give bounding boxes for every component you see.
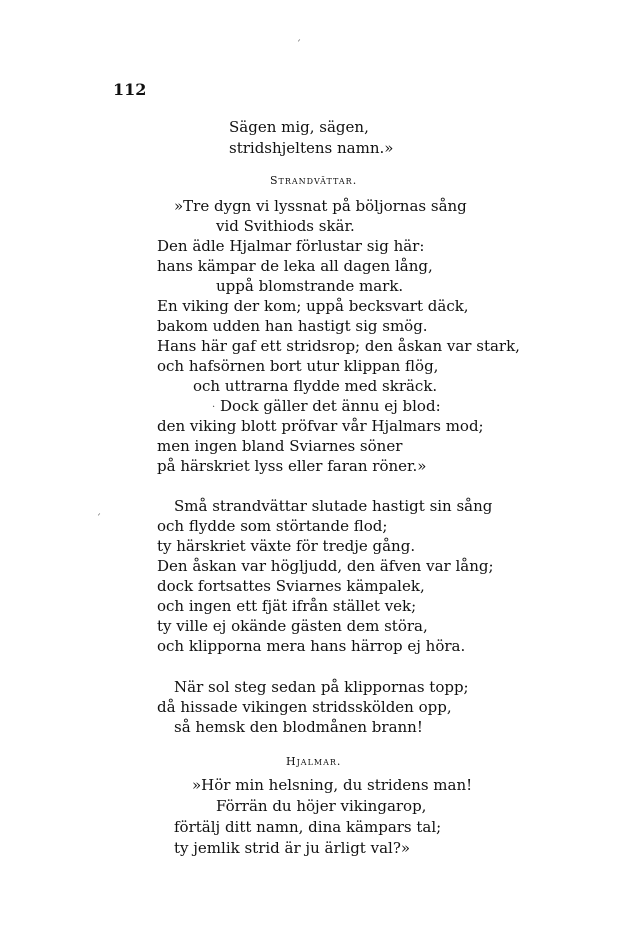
poem-line: den viking blott pröfvar vår Hjalmars mod; — [157, 417, 484, 435]
page-number: 112 — [113, 80, 147, 99]
poem-line: ty ville ej okände gästen dem störa, — [157, 617, 428, 635]
poem-line: men ingen bland Sviarnes söner — [157, 437, 403, 455]
poem-line: ty härskriet växte för tredje gång. — [157, 537, 416, 555]
poem-line: och hafsörnen bort utur klippan flög, — [157, 357, 439, 375]
poem-line: »Tre dygn vi lyssnat på böljornas sång — [174, 197, 467, 215]
poem-line: och uttrarna flydde med skräck. — [193, 377, 438, 395]
poem-line: Dock gäller det ännu ej blod: — [220, 397, 441, 415]
poem-line: Den åskan var högljudd, den äfven var lång; — [157, 557, 494, 575]
poem-line: Den ädle Hjalmar förlustar sig här: — [157, 237, 425, 255]
poem-line: stridshjeltens namn.» — [229, 139, 394, 157]
poem-line: och ingen ett fjät ifrån stället vek; — [157, 597, 417, 615]
poem-line: Förrän du höjer vikingarop, — [216, 797, 427, 815]
poem-line: bakom udden han hastigt sig smög. — [157, 317, 428, 335]
margin-mark: ˊ — [96, 514, 101, 525]
speaker-heading: Hjalmar. — [286, 755, 342, 768]
poem-line: Små strandvättar slutade hastigt sin sång — [174, 497, 493, 515]
poem-line: uppå blomstrande mark. — [216, 277, 404, 295]
poem-line: När sol steg sedan på klippornas topp; — [174, 678, 469, 696]
poem-line: dock fortsattes Sviarnes kämpalek, — [157, 577, 425, 595]
stray-mark: ˊ — [296, 40, 301, 51]
poem-line: så hemsk den blodmånen brann! — [174, 718, 423, 736]
poem-line: En viking der kom; uppå becksvart däck, — [157, 297, 469, 315]
poem-line: och flydde som störtande flod; — [157, 517, 388, 535]
poem-line: och klipporna mera hans härrop ej höra. — [157, 637, 466, 655]
poem-line: på härskriet lyss eller faran röner.» — [157, 457, 427, 475]
poem-line: Sägen mig, sägen, — [229, 118, 369, 136]
line-mark: · — [212, 402, 216, 413]
poem-line: Hans här gaf ett stridsrop; den åskan var stark, — [157, 337, 520, 355]
poem-line: då hissade vikingen stridsskölden opp, — [157, 698, 452, 716]
poem-line: hans kämpar de leka all dagen lång, — [157, 257, 433, 275]
poem-line: »Hör min helsning, du stridens man! — [192, 776, 473, 794]
speaker-heading: Strandvättar. — [270, 174, 358, 187]
poem-line: ty jemlik strid är ju ärligt val?» — [174, 839, 411, 857]
poem-line: vid Svithiods skär. — [216, 217, 355, 235]
poem-line: förtälj ditt namn, dina kämpars tal; — [174, 818, 442, 836]
